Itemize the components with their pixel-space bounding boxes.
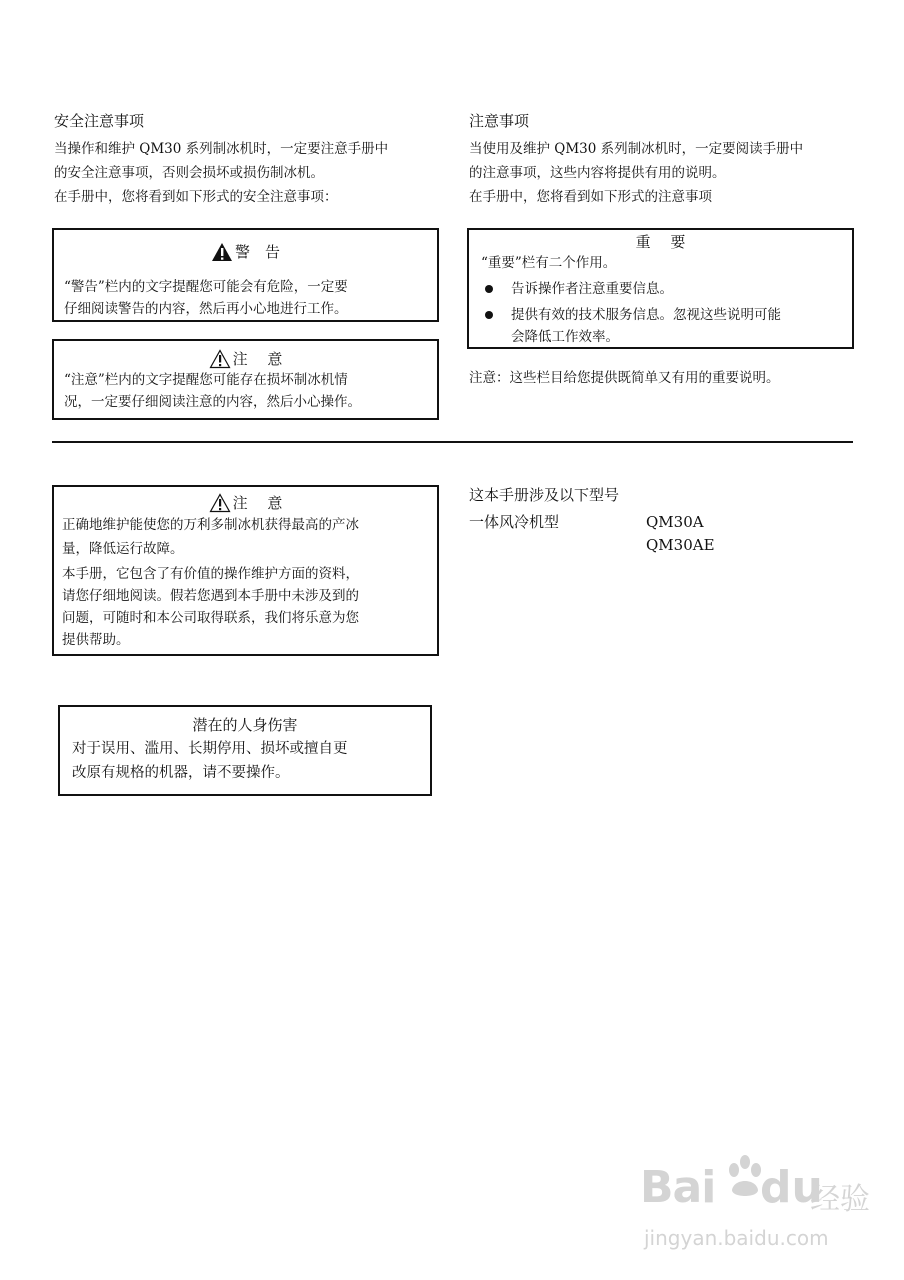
warning-title-row [54,242,437,262]
safety-line: 的安全注意事项，否则会损坏或损伤制冰机。 [54,165,324,181]
bullet-text-cont: 会降低工作效率。 [511,329,619,345]
caution2-line: 提供帮助。 [62,632,130,648]
caution-title: 注 意 [232,350,283,368]
warning-triangle-filled-icon [211,242,233,262]
watermark-url: jingyan.baidu.com [644,1226,829,1250]
watermark-brand2: du [760,1162,823,1213]
list-item [481,278,852,300]
warning-line: “警告”栏内的文字提醒您可能会有危险，一定要 [64,279,348,295]
caution2-title: 注 意 [232,494,283,512]
caution-triangle-outline-icon [209,493,231,513]
baidu-watermark [640,1152,870,1262]
caution2-line: 本手册，它包含了有价值的操作维护方面的资料， [62,566,359,582]
section-divider [52,441,853,443]
models-heading: 这本手册涉及以下型号 [469,486,620,504]
notes-footer: 注意：这些栏目给您提供既简单又有用的重要说明。 [469,370,780,386]
model-name: QM30A [646,513,704,531]
injury-text [72,737,430,785]
caution2-line: 问题，可随时和本公司取得联系，我们将乐意为您 [62,610,359,626]
notes-line: 在手册中，您将看到如下形式的注意事项 [469,189,712,205]
watermark-brand: Bai [640,1162,716,1213]
injury-line: 改原有规格的机器，请不要操作。 [72,765,290,781]
important-title: 重 要 [635,233,686,251]
caution-box-2 [52,485,439,656]
injury-title: 潜在的人身伤害 [192,716,298,734]
caution2-line: 量，降低运行故障。 [62,541,184,557]
caution-triangle-outline-icon [209,349,231,369]
safety-text [54,137,388,209]
watermark-cn: 经验 [810,1182,870,1217]
caution-line: 况，一定要仔细阅读注意的内容，然后小心操作。 [64,394,361,410]
caution-title-row [54,349,437,369]
models-type-label: 一体风冷机型 [469,513,560,531]
safety-line: 在手册中，您将看到如下形式的安全注意事项： [54,189,338,205]
important-bullet-list [481,278,852,348]
notes-heading: 注意事项 [469,112,530,130]
caution2-title-row [54,493,437,513]
bullet-icon [485,285,493,293]
safety-heading: 安全注意事项 [54,112,145,130]
bullet-text: 告诉操作者注意重要信息。 [511,281,673,297]
warning-line: 仔细阅读警告的内容，然后再小心地进行工作。 [64,301,348,317]
bullet-icon [485,311,493,319]
injury-box [58,705,432,796]
caution2-line: 正确地维护能使您的万利多制冰机获得最高的产冰 [62,517,359,533]
notes-line: 的注意事项，这些内容将提供有用的说明。 [469,165,726,181]
important-box [467,228,854,349]
caution-text [64,369,437,413]
caution-line: “注意”栏内的文字提醒您可能存在损坏制冰机情 [64,372,348,388]
caution2-para2 [62,563,437,651]
warning-title: 警 告 [234,243,280,261]
notes-text [469,137,803,209]
important-intro: “重要”栏有二个作用。 [481,255,617,271]
notes-line: 当使用及维护 QM30 系列制冰机时，一定要阅读手册中 [469,141,804,157]
warning-box [52,228,439,322]
caution-box [52,339,439,420]
bullet-text: 提供有效的技术服务信息。忽视这些说明可能 [511,307,781,323]
injury-line: 对于误用、滥用、长期停用、损坏或擅自更 [72,741,348,757]
list-item [481,304,852,326]
caution2-para1 [62,513,437,561]
caution2-line: 请您仔细地阅读。假若您遇到本手册中未涉及到的 [62,588,359,604]
warning-text [64,276,437,320]
safety-line: 当操作和维护 QM30 系列制冰机时，一定要注意手册中 [54,141,389,157]
model-name: QM30AE [646,536,715,554]
